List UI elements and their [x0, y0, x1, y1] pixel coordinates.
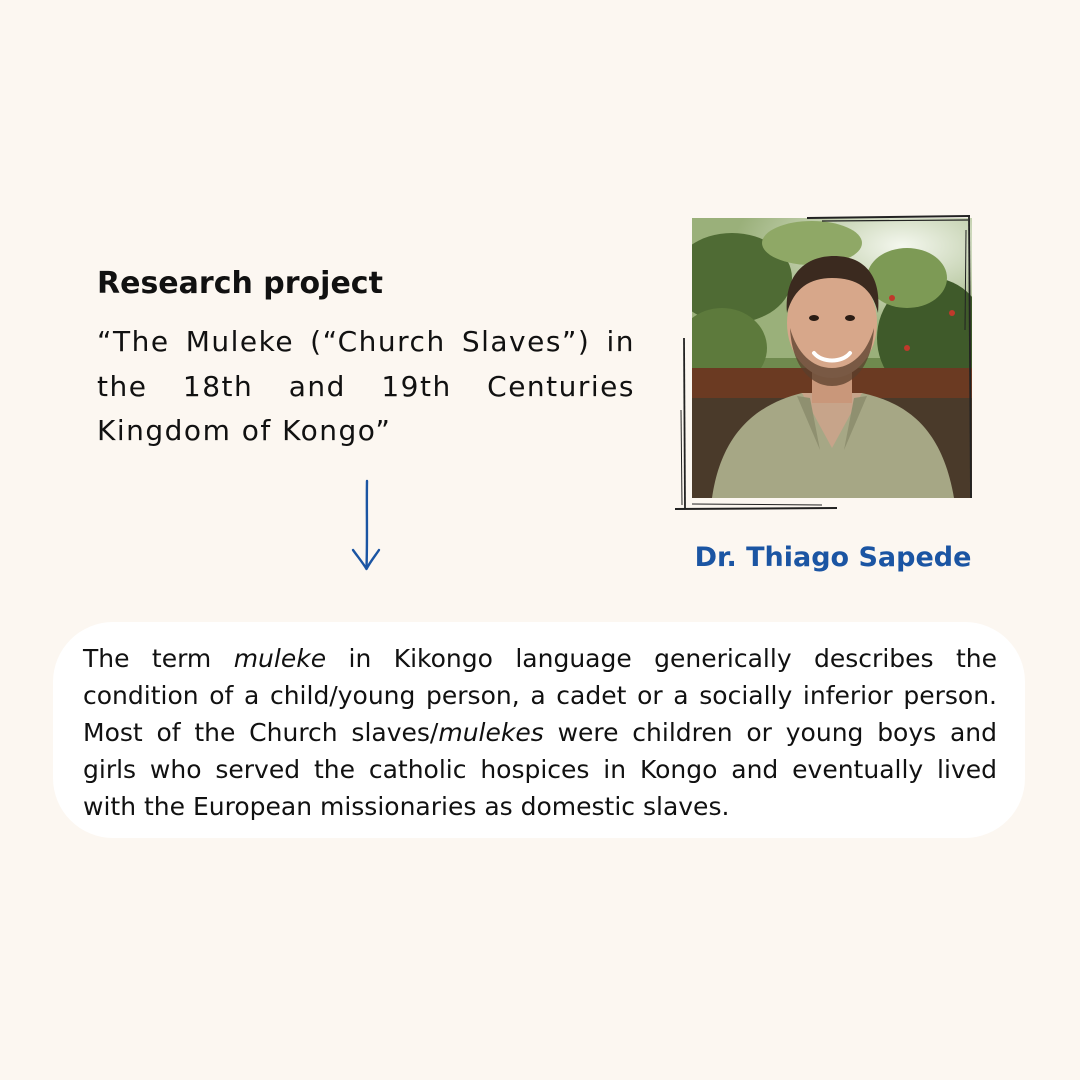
- desc-term-muleke: muleke: [233, 644, 327, 673]
- project-title: “The Muleke (“Church Slaves”) in the 18th and 19th Centuries Kingdom of Kongo”: [97, 325, 635, 447]
- arrow-down-icon: [348, 478, 384, 574]
- photo-frame-strokes: [672, 210, 982, 520]
- desc-part-3: were children or young boys and girls who served the catholic hospices in Kongo and eventually lived with the European missionaries as domestic slaves.: [83, 718, 997, 821]
- description-text: [83, 640, 997, 825]
- research-project-heading: Research project: [97, 266, 383, 301]
- person-name: Dr. Thiago Sapede: [694, 542, 972, 573]
- desc-part-1: The term: [83, 644, 234, 673]
- desc-term-mulekes: mulekes: [438, 718, 544, 747]
- desc-part-2: in Kikongo language generically describes the condition of a child/young person, a cadet or a socially inferior person. Most of the Church slaves/: [83, 644, 997, 747]
